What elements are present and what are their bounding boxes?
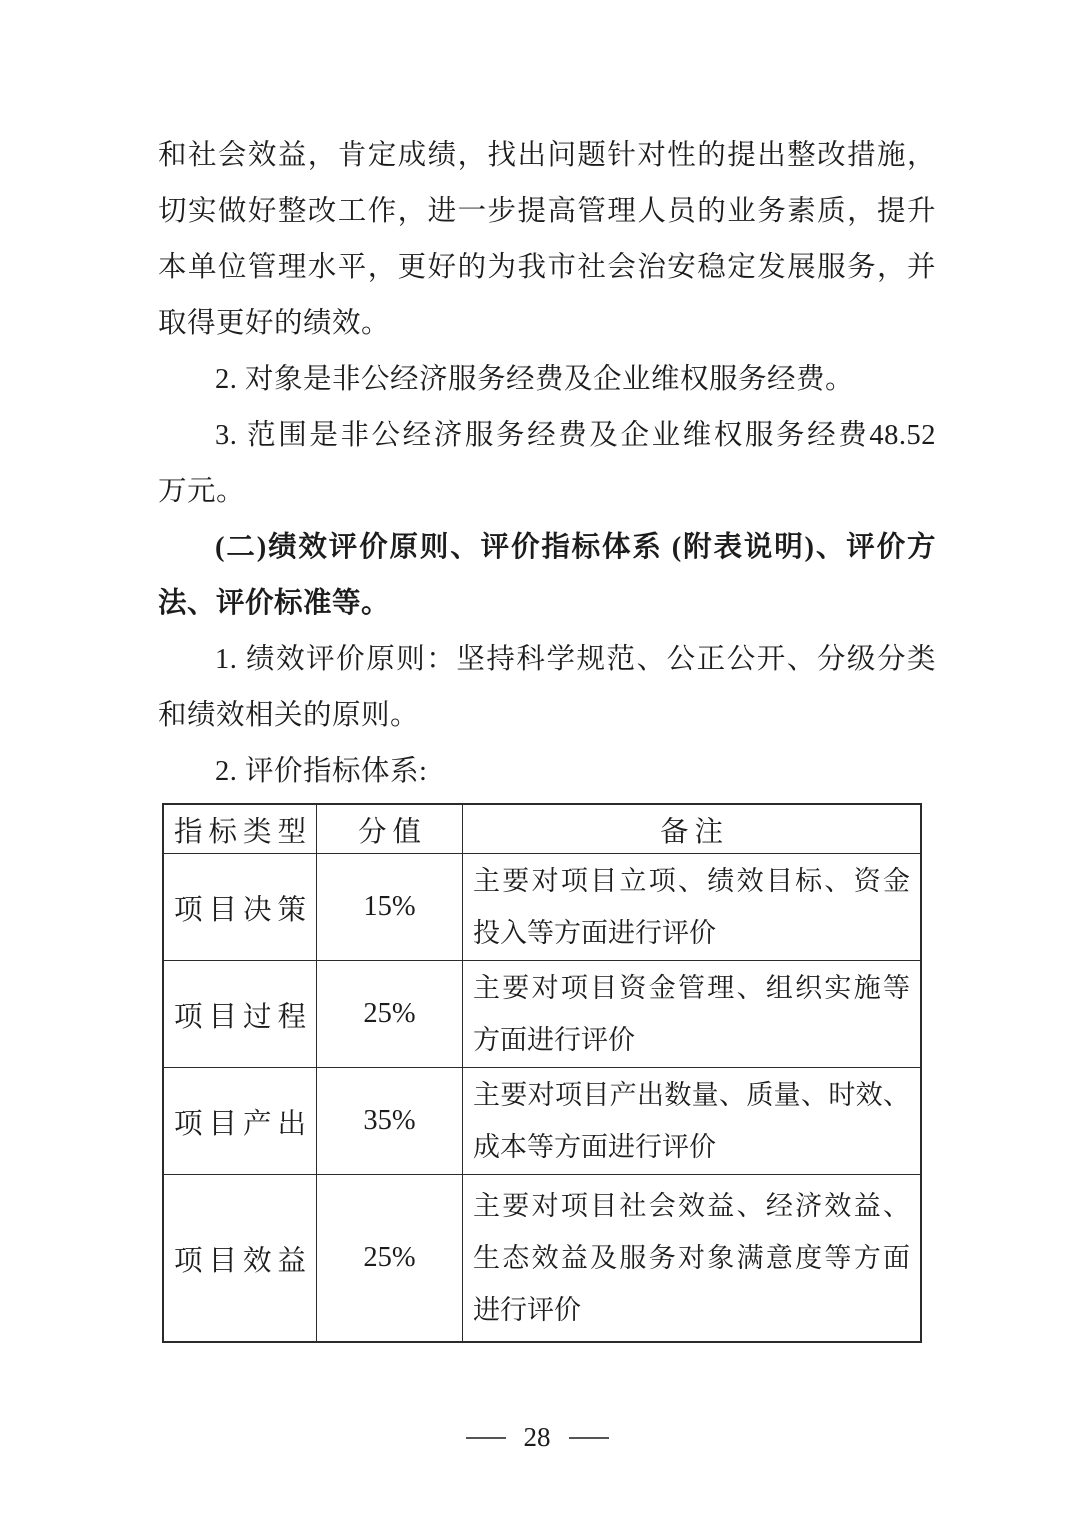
indicator-type-cell: 项目决策 xyxy=(164,854,317,961)
section-heading-line: (二)绩效评价原则、评价指标体系 (附表说明)、评价方 xyxy=(215,532,936,563)
text-line: 2. 评价指标体系: xyxy=(215,756,428,787)
text-line: 2. 对象是非公经济服务经费及企业维权服务经费。 xyxy=(215,364,855,395)
indicator-table xyxy=(162,803,922,1343)
remark-cell xyxy=(463,1068,920,1175)
text-line: 本单位管理水平，更好的为我市社会治安稳定发展服务，并 xyxy=(158,252,936,283)
section-heading-line: 法、评价标准等。 xyxy=(158,588,391,619)
page-number: 28 xyxy=(523,1422,551,1452)
indicator-type-cell: 项目效益 xyxy=(164,1175,317,1341)
remark-cell xyxy=(463,961,920,1068)
text-line: 万元。 xyxy=(158,476,246,507)
score-cell: 25% xyxy=(317,1175,463,1341)
text-line: 切实做好整改工作，进一步提高管理人员的业务素质，提升 xyxy=(158,196,936,227)
footer-dash-right xyxy=(569,1437,609,1439)
remark-line: 进行评价 xyxy=(473,1295,581,1325)
table-header-score: 分值 xyxy=(317,805,463,854)
page-footer xyxy=(0,1422,1074,1453)
indicator-type-cell: 项目产出 xyxy=(164,1068,317,1175)
remark-cell xyxy=(463,1175,920,1341)
body-text xyxy=(158,128,936,800)
score-cell: 15% xyxy=(317,854,463,961)
remark-line: 方面进行评价 xyxy=(473,1025,635,1055)
remark-line: 主要对项目产出数量、质量、时效、 xyxy=(473,1080,910,1110)
remark-line: 主要对项目立项、绩效目标、资金 xyxy=(473,866,910,896)
remark-line: 投入等方面进行评价 xyxy=(473,918,716,948)
indicator-type-cell: 项目过程 xyxy=(164,961,317,1068)
remark-cell xyxy=(463,854,920,961)
text-line: 3. 范围是非公经济服务经费及企业维权服务经费48.52 xyxy=(215,420,936,451)
text-line: 取得更好的绩效。 xyxy=(158,308,391,339)
table-header-remark: 备注 xyxy=(463,805,920,854)
text-line: 和社会效益，肯定成绩，找出问题针对性的提出整改措施， xyxy=(158,140,936,171)
text-line: 1. 绩效评价原则：坚持科学规范、公正公开、分级分类 xyxy=(215,644,936,675)
remark-line: 主要对项目资金管理、组织实施等 xyxy=(473,973,910,1003)
footer-dash-left xyxy=(466,1437,506,1439)
text-line: 和绩效相关的原则。 xyxy=(158,700,420,731)
remark-line: 成本等方面进行评价 xyxy=(473,1132,716,1162)
score-cell: 25% xyxy=(317,961,463,1068)
table-header-type: 指标类型 xyxy=(164,805,317,854)
remark-line: 生态效益及服务对象满意度等方面 xyxy=(473,1243,910,1273)
score-cell: 35% xyxy=(317,1068,463,1175)
remark-line: 主要对项目社会效益、经济效益、 xyxy=(473,1191,910,1221)
